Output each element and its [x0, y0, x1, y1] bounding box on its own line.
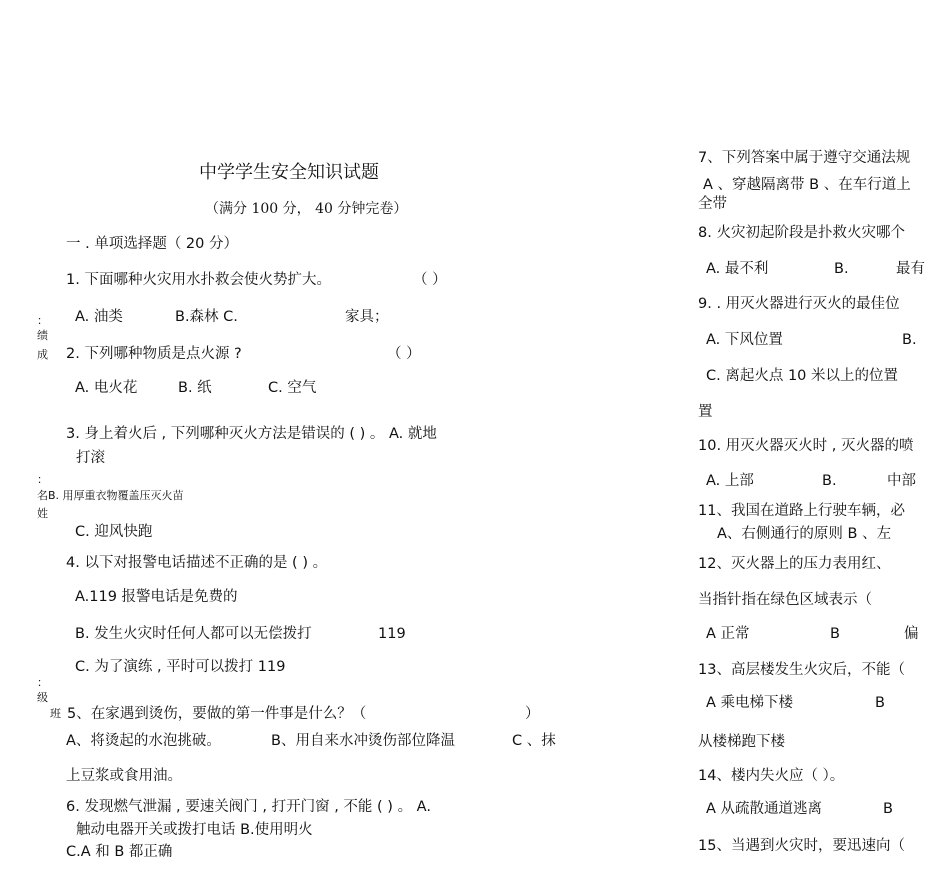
q10-stem: 10. 用灭火器灭火时 , 灭火器的喷: [698, 438, 914, 454]
margin-score-char1: 绩: [37, 329, 48, 342]
q10-option-b: B.: [822, 473, 837, 489]
q2-stem: 2. 下列哪种物质是点火源 ?: [66, 346, 242, 362]
q8-option-a: A. 最不利: [706, 261, 769, 277]
q12-stem: 12、灭火器上的压力表用红、: [698, 556, 891, 572]
margin-name-colon: ：: [37, 473, 48, 486]
q14-option-a: A 从疏散通道逃离: [706, 801, 823, 817]
q5-option-c: C 、抹: [512, 733, 556, 749]
q8-option-b-text: 最有: [896, 261, 925, 277]
q4-option-c: C. 为了演练 , 平时可以拨打 119: [75, 659, 286, 675]
margin-name-char2: 姓: [37, 507, 48, 520]
margin-class-char2: 班: [50, 707, 61, 720]
q9-option-a: A. 下风位置: [706, 332, 783, 348]
q7-continuation: 全带: [698, 196, 727, 212]
q1-option-c: 家具；: [345, 309, 389, 325]
q6-stem-line1: 6. 发现燃气泄漏 , 要速关阀门 , 打开门窗 , 不能 ( ) 。 A.: [66, 799, 431, 815]
q8-stem: 8. 火灾初起阶段是扑救火灾哪个: [698, 225, 905, 241]
q1-option-b: B.森林 C.: [175, 309, 238, 325]
q6-stem-line3: C.A 和 B 都正确: [66, 844, 173, 860]
q2-option-c: C. 空气: [268, 380, 317, 396]
q9-option-b: B.: [902, 332, 917, 348]
section-heading: 一 . 单项选择题（ 20 分）: [66, 236, 238, 252]
q10-option-b-text: 中部: [887, 473, 916, 489]
exam-title: 中学学生安全知识试题: [199, 162, 379, 183]
q7-options: A 、穿越隔离带 B 、在车行道上: [703, 177, 911, 193]
q12-continuation: 当指针指在绿色区域表示（: [698, 592, 872, 608]
margin-class-colon: ：: [37, 676, 48, 689]
q12-option-a: A 正常: [706, 626, 750, 642]
q3-stem-line2: 打滚: [76, 450, 105, 466]
q9-stem: 9. . 用灭火器进行灭火的最佳位: [698, 296, 900, 312]
q14-stem: 14、楼内失火应（ ）。: [698, 768, 845, 784]
q9-continuation: 置: [698, 404, 713, 420]
q11-stem: 11、我国在道路上行驶车辆，必: [698, 503, 905, 519]
q5-stem: 5、在家遇到烫伤，要做的第一件事是什么？（: [67, 706, 367, 722]
q4-option-b-number: 119: [378, 626, 406, 642]
q7-stem: 7、下列答案中属于遵守交通法规: [698, 150, 911, 166]
q9-option-c: C. 离起火点 10 米以上的位置: [706, 368, 899, 384]
q12-option-b: B: [830, 626, 840, 642]
q11-options: A、右侧通行的原则 B 、左: [717, 526, 892, 542]
q14-option-b: B: [883, 801, 893, 817]
q8-option-b: B.: [834, 261, 849, 277]
q13-option-b: B: [875, 695, 885, 711]
q13-option-a: A 乘电梯下楼: [706, 695, 794, 711]
q1-stem: 1. 下面哪种火灾用水扑救会使火势扩大。: [66, 272, 331, 288]
q4-option-b: B. 发生火灾时任何人都可以无偿拨打: [75, 626, 312, 642]
q3-option-c: C. 迎风快跑: [75, 524, 153, 540]
q4-option-a: A.119 报警电话是免费的: [75, 589, 238, 605]
q5-paren-close: ）: [525, 706, 540, 722]
q13-continuation: 从楼梯跑下楼: [698, 734, 785, 750]
margin-score-colon: ：: [37, 314, 48, 327]
margin-class-char1: 级: [37, 691, 48, 704]
q5-option-a: A、将烫起的水泡挑破。: [66, 733, 221, 749]
q3-stem-line1: 3. 身上着火后 , 下列哪种灭火方法是错误的 ( ) 。 A. 就地: [66, 426, 437, 442]
q2-option-a: A. 电火花: [75, 380, 138, 396]
q3-option-b: B. 用厚重衣物覆盖压灭火苗: [48, 489, 184, 502]
exam-subtitle: （满分 100 分， 40 分钟完卷）: [205, 201, 408, 217]
q12-option-b-text: 偏: [904, 626, 919, 642]
q6-stem-line2: 触动电器开关或拨打电话 B.使用明火: [76, 822, 313, 838]
margin-name-char1: 名: [37, 489, 48, 502]
q5-continuation: 上豆浆或食用油。: [66, 768, 182, 784]
q5-option-b: B、用自来水冲烫伤部位降温: [271, 733, 455, 749]
q2-answer-paren: （ ）: [387, 346, 421, 362]
q10-option-a: A. 上部: [706, 473, 754, 489]
q2-option-b: B. 纸: [178, 380, 212, 396]
q1-answer-paren: （ ）: [413, 272, 447, 288]
margin-score-char2: 成: [37, 348, 48, 361]
q13-stem: 13、高层楼发生火灾后，不能（: [698, 662, 905, 678]
q1-option-a: A. 油类: [75, 309, 123, 325]
q15-stem: 15、当遇到火灾时，要迅速向（: [698, 838, 905, 854]
q4-stem: 4. 以下对报警电话描述不正确的是 ( ) 。: [66, 555, 328, 571]
